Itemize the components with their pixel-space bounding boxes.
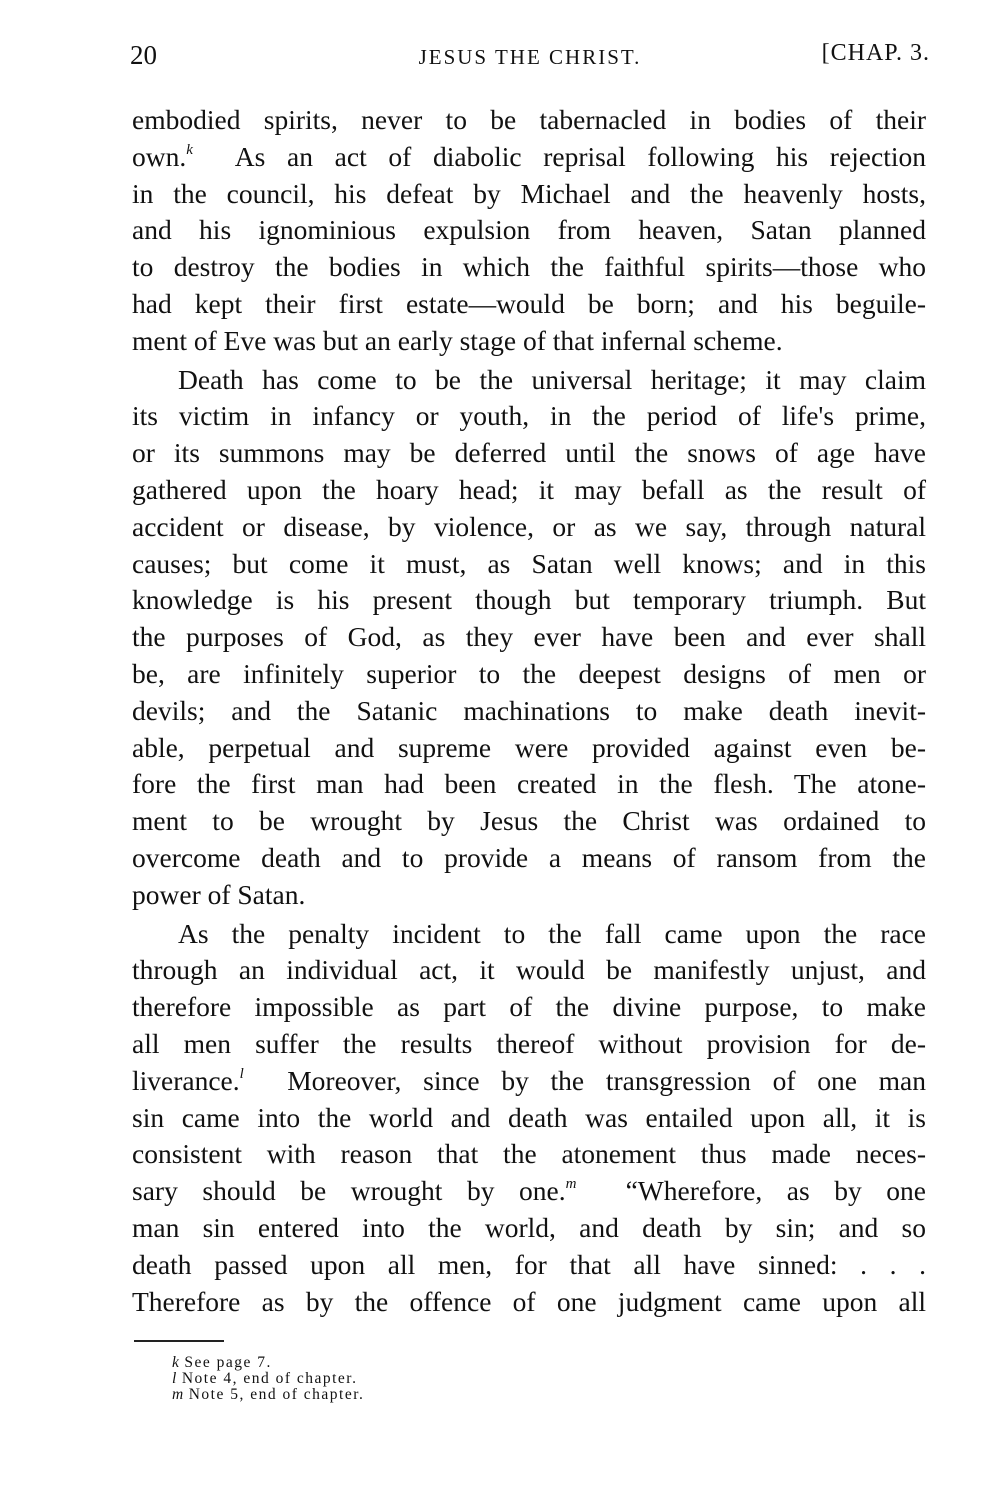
text-line: Therefore as by the offence of one judgment came upon all bbox=[132, 1285, 926, 1317]
text-line: sin came into the world and death was entailed upon all, it is bbox=[132, 1101, 926, 1133]
text-line: consistent with reason that the atonement thus made neces- bbox=[132, 1138, 926, 1170]
running-title: JESUS THE CHRIST. bbox=[418, 45, 642, 69]
page-number: 20 bbox=[130, 40, 157, 70]
text-line: ment of Eve was but an early stage of that infernal scheme. bbox=[132, 324, 783, 356]
footnote bbox=[172, 1355, 672, 1371]
text-line bbox=[132, 139, 926, 176]
text-fragment: own. bbox=[132, 140, 187, 172]
text-line: man sin entered into the world, and death by sin; and so bbox=[132, 1211, 926, 1243]
text-line: Death has come to be the universal heritage; it may claim bbox=[178, 363, 926, 395]
text-line: the purposes of God, as they ever have been and ever shall bbox=[132, 621, 926, 653]
text-line: therefore impossible as part of the divine purpose, to make bbox=[132, 991, 926, 1023]
footnote bbox=[172, 1387, 672, 1403]
main-text bbox=[132, 102, 926, 1320]
footnote-ref-k: k bbox=[186, 141, 193, 158]
footnote-mark: l bbox=[172, 1370, 178, 1387]
text-fragment: Moreover, since by the transgression of one man bbox=[287, 1064, 926, 1096]
text-fragment: liverance. bbox=[132, 1064, 240, 1096]
text-fragment: sary should be wrought by one. bbox=[132, 1175, 566, 1207]
text-line: death passed upon all men, for that all have sinned: . . . bbox=[132, 1248, 926, 1280]
text-line bbox=[132, 1063, 926, 1100]
text-line: its victim in infancy or youth, in the period of life's prime, bbox=[132, 400, 926, 432]
text-line: to destroy the bodies in which the faithful spirits—those who bbox=[132, 251, 926, 283]
text-line: gathered upon the hoary head; it may befall as the result of bbox=[132, 473, 926, 505]
text-line: overcome death and to provide a means of ransom from the bbox=[132, 841, 926, 873]
text-line: devils; and the Satanic machinations to make death inevit- bbox=[132, 694, 926, 726]
footnote-mark: m bbox=[172, 1386, 185, 1403]
text-line: knowledge is his present though but temporary triumph. But bbox=[132, 584, 926, 616]
text-line bbox=[132, 1173, 926, 1210]
chapter-label: [CHAP. 3. bbox=[821, 40, 930, 66]
text-line: be, are infinitely superior to the deepest designs of men or bbox=[132, 657, 926, 689]
text-line: As the penalty incident to the fall came upon the race bbox=[178, 917, 926, 949]
text-line: ment to be wrought by Jesus the Christ was ordained to bbox=[132, 805, 926, 837]
footnotes bbox=[172, 1355, 672, 1403]
text-line: fore the first man had been created in the flesh. The atone- bbox=[132, 768, 926, 800]
text-line: power of Satan. bbox=[132, 878, 306, 910]
footnote-text: Note 5, end of chapter. bbox=[188, 1386, 365, 1403]
text-line: able, perpetual and supreme were provided against even be- bbox=[132, 731, 926, 763]
footnote-mark: k bbox=[172, 1354, 181, 1371]
text-line: through an individual act, it would be manifestly unjust, and bbox=[132, 954, 926, 986]
text-line: or its summons may be deferred until the snows of age have bbox=[132, 437, 926, 469]
text-line: in the council, his defeat by Michael and the heavenly hosts, bbox=[132, 177, 926, 209]
text-line: had kept their first estate—would be born; and his beguile- bbox=[132, 287, 926, 319]
footnote-text: Note 4, end of chapter. bbox=[181, 1370, 358, 1387]
text-line: and his ignominious expulsion from heaven, Satan planned bbox=[132, 214, 926, 246]
footnote-divider bbox=[134, 1340, 224, 1342]
text-fragment: “Wherefore, as by one bbox=[625, 1175, 926, 1207]
footnote-ref-l: l bbox=[239, 1065, 244, 1082]
footnote-ref-m: m bbox=[565, 1176, 577, 1193]
text-line: causes; but come it must, as Satan well knows; and in this bbox=[132, 547, 926, 579]
running-header bbox=[130, 40, 930, 80]
footnote bbox=[172, 1371, 672, 1387]
footnote-text: See page 7. bbox=[184, 1354, 272, 1371]
text-line: accident or disease, by violence, or as we say, through natural bbox=[132, 510, 926, 542]
text-line: embodied spirits, never to be tabernacled in bodies of their bbox=[132, 104, 926, 135]
text-line: all men suffer the results thereof without provision for de- bbox=[132, 1027, 926, 1059]
text-fragment: As an act of diabolic reprisal following his rejection bbox=[234, 140, 927, 172]
